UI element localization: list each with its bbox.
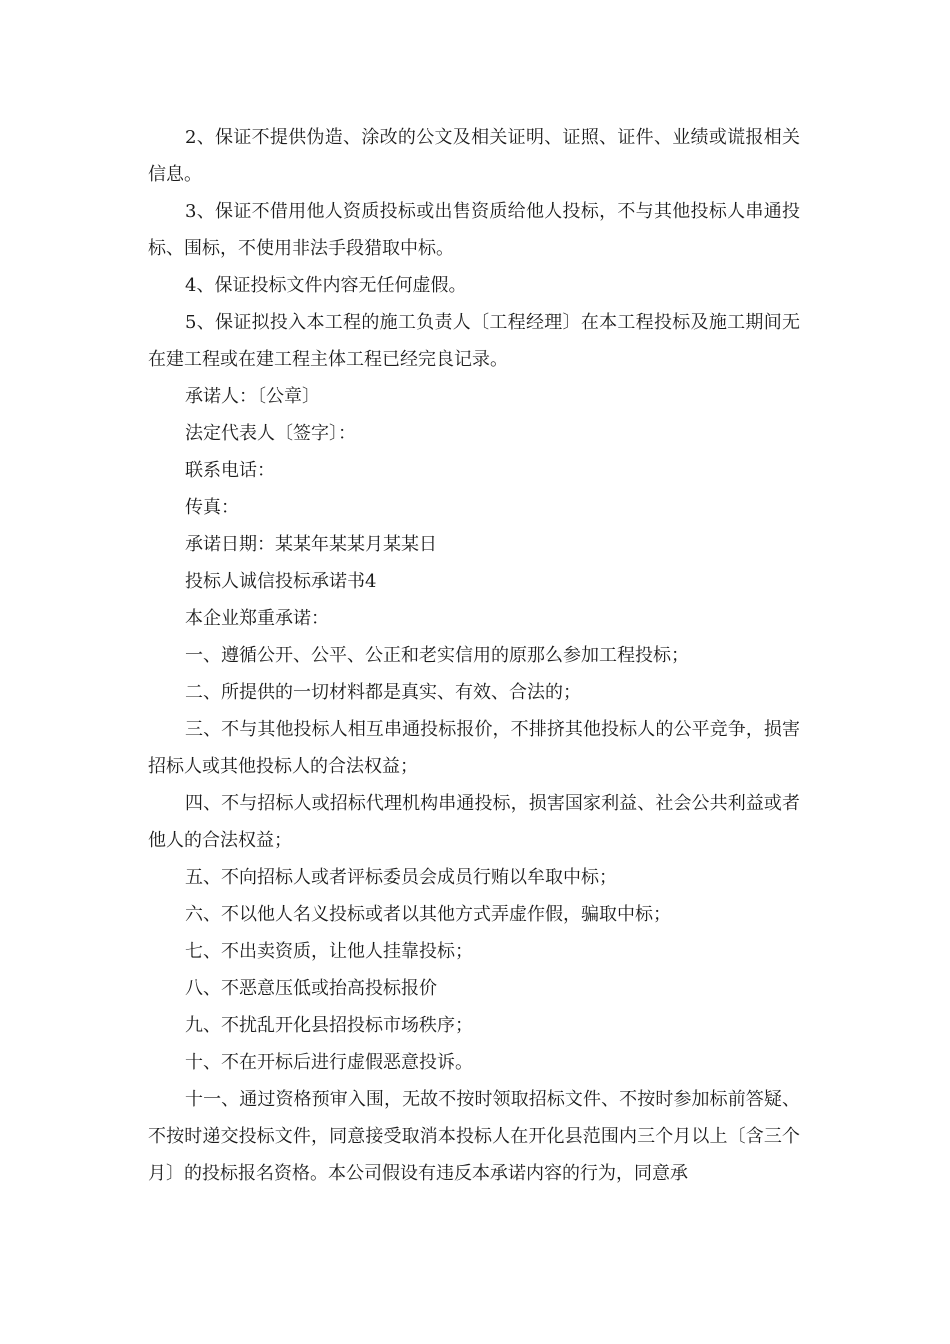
intro-line: 本企业郑重承诺： (185, 608, 329, 629)
phone-line: 联系电话： (185, 460, 275, 481)
item-7: 七、不出卖资质，让他人挂靠投标； (185, 941, 473, 962)
item-9: 九、不扰乱开化县招投标市场秩序； (185, 1015, 473, 1036)
clause-3: 3、保证不借用他人资质投标或出售资质给他人投标，不与其他投标人串通投标、围标，不使用非法手段猎取中标。 (148, 201, 800, 259)
item-10: 十、不在开标后进行虚假恶意投诉。 (185, 1052, 473, 1073)
item-3: 三、不与其他投标人相互串通投标报价，不排挤其他投标人的公平竞争，损害招标人或其他投标人的合法权益； (148, 719, 800, 777)
item-6: 六、不以他人名义投标或者以其他方式弄虚作假，骗取中标； (185, 904, 671, 925)
item-11: 十一、通过资格预审入围，无故不按时领取招标文件、不按时参加标前答疑、不按时递交投标文件，同意接受取消本投标人在开化县范围内三个月以上〔含三个月〕的投标报名资格。本公司假设有违反本承诺内容的行为，同意承 (148, 1089, 800, 1184)
item-5: 五、不向招标人或者评标委员会成员行贿以牟取中标； (185, 867, 617, 888)
legal-representative-line: 法定代表人〔签字〕： (185, 423, 356, 444)
document-body (148, 119, 800, 1192)
item-4: 四、不与招标人或招标代理机构串通投标，损害国家利益、社会公共利益或者他人的合法权益； (148, 793, 800, 851)
promise-date-line: 承诺日期：某某年某某月某某日 (185, 534, 437, 555)
fax-line: 传真： (185, 497, 239, 518)
item-2: 二、所提供的一切材料都是真实、有效、合法的； (185, 682, 581, 703)
clause-4: 4、保证投标文件内容无任何虚假。 (185, 275, 467, 296)
item-1: 一、遵循公开、公平、公正和老实信用的原那么参加工程投标； (185, 645, 689, 666)
clause-5: 5、保证拟投入本工程的施工负责人〔工程经理〕在本工程投标及施工期间无在建工程或在建工程主体工程已经完良记录。 (148, 312, 800, 370)
section-heading: 投标人诚信投标承诺书4 (185, 571, 377, 592)
item-8: 八、不恶意压低或抬高投标报价 (185, 978, 437, 999)
clause-2: 2、保证不提供伪造、涂改的公文及相关证明、证照、证件、业绩或谎报相关信息。 (148, 127, 800, 185)
promisor-line: 承诺人：〔公章〕 (185, 386, 320, 407)
